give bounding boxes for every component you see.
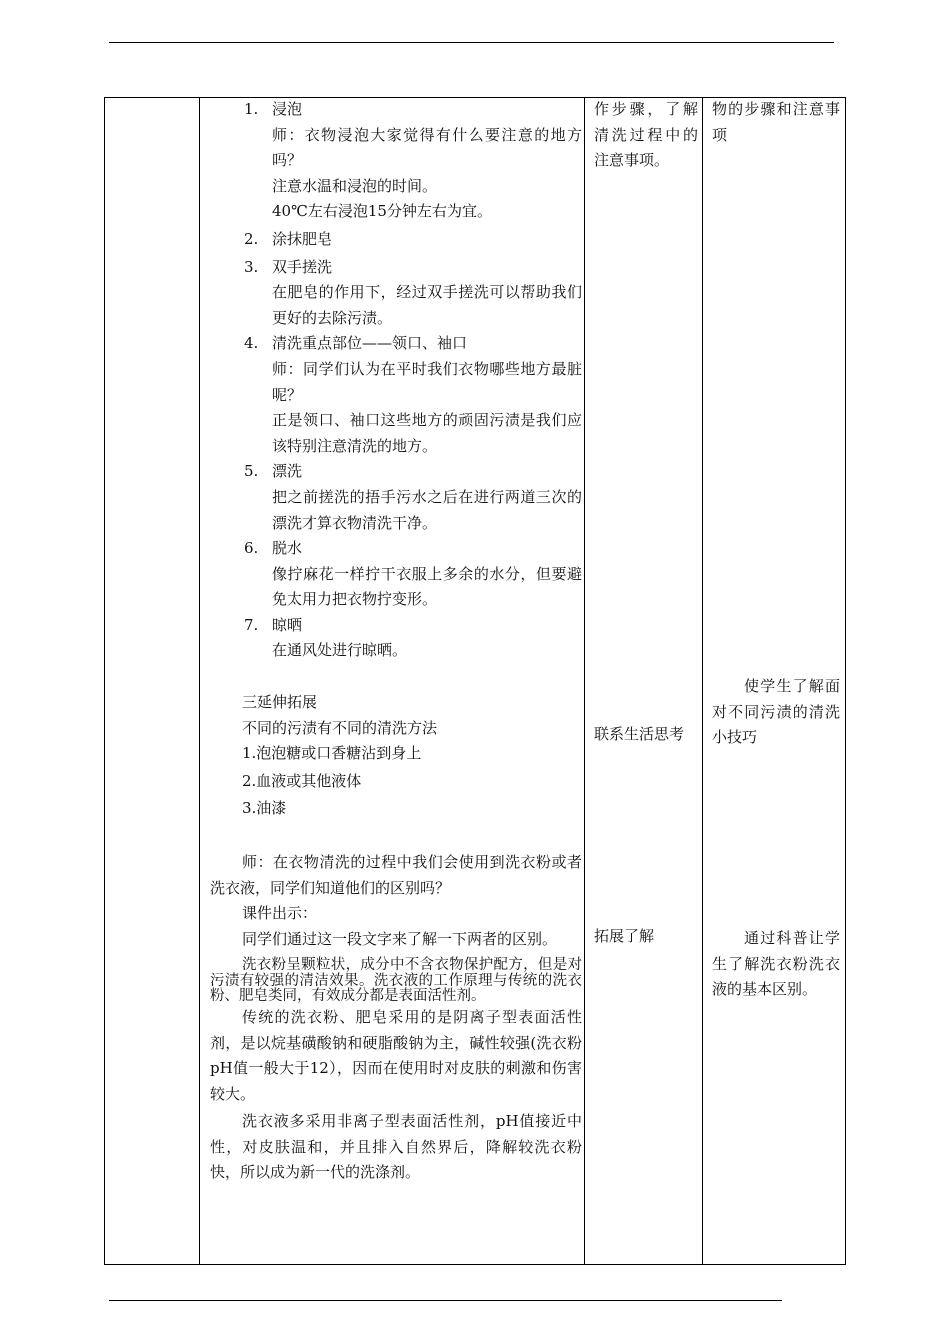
step-5 xyxy=(244,459,582,485)
extension-item: 3.油漆 xyxy=(242,799,287,818)
step-detail: 注意水温和浸泡的时间。 xyxy=(272,176,438,195)
step-detail: 在肥皂的作用下，经过双手搓洗可以帮助我们更好的去除污渍。 xyxy=(272,283,582,327)
intent-middle: 使学生了解面对不同污渍的清洗小技巧 xyxy=(712,677,840,747)
activity-top: 作步骤，了解清洗过程中的注意事项。 xyxy=(594,100,698,170)
step-title: 清洗重点部位——领口、袖口 xyxy=(272,334,468,353)
step-title: 涂抹肥皂 xyxy=(272,229,333,248)
extension-intro: 不同的污渍有不同的清洗方法 xyxy=(242,718,438,737)
design-intent-column xyxy=(712,97,840,1257)
activity-middle: 联系生活思考 xyxy=(594,725,685,743)
courseware-label: 课件出示： xyxy=(242,904,318,923)
extension-item: 2.血液或其他液体 xyxy=(242,771,362,790)
step-number: 1. xyxy=(244,100,259,118)
reading-prompt: 同学们通过这一段文字来了解一下两者的区别。 xyxy=(242,929,558,948)
discussion-question: 师：在衣物清洗的过程中我们会使用到洗衣粉或者洗衣液，同学们知道他们的区别吗？ xyxy=(210,853,582,897)
step-title: 双手搓洗 xyxy=(272,257,333,276)
step-number: 2. xyxy=(244,229,259,248)
intent-bottom: 通过科普让学生了解洗衣粉洗衣液的基本区别。 xyxy=(712,929,840,999)
teaching-process-column xyxy=(210,97,582,1257)
step-6 xyxy=(244,536,582,562)
step-title: 脱水 xyxy=(272,539,303,558)
intent-top: 物的步骤和注意事项 xyxy=(712,100,840,144)
step-number: 3. xyxy=(244,257,259,276)
step-4 xyxy=(244,331,582,357)
column-divider-1 xyxy=(199,97,200,1265)
student-activity-column xyxy=(594,97,698,1257)
step-detail: 师：同学们认为在平时我们衣物哪些地方最脏呢？ xyxy=(272,359,582,404)
step-detail: 师：衣物浸泡大家觉得有什么要注意的地方吗？ xyxy=(272,125,582,170)
step-number: 6. xyxy=(244,539,259,558)
step-7 xyxy=(244,613,582,639)
step-3 xyxy=(244,255,582,281)
step-detail: 40℃左右浸泡15分钟左右为宜。 xyxy=(272,202,492,221)
step-number: 4. xyxy=(244,334,259,353)
liquid-detergent-paragraph: 洗衣液多采用非离子型表面活性剂，pH值接近中性，对皮肤温和，并且排入自然界后，降解较洗衣粉快，所以成为新一代的洗涤剂。 xyxy=(210,1112,582,1182)
step-1 xyxy=(244,97,582,123)
column-divider-2 xyxy=(584,97,585,1265)
step-detail: 像拧麻花一样拧干衣服上多余的水分，但要避免太用力把衣物拧变形。 xyxy=(272,564,582,609)
step-detail: 正是领口、袖口这些地方的顽固污渍是我们应该特别注意清洗的地方。 xyxy=(272,411,582,455)
extension-item: 1.泡泡糖或口香糖沾到身上 xyxy=(242,744,422,763)
traditional-detergent-paragraph: 传统的洗衣粉、肥皂采用的是阴离子型表面活性剂，是以烷基磺酸钠和硬脂酸钠为主，碱性较强(洗衣粉pH值一般大于12），因而在使用时对皮肤的刺激和伤害较大。 xyxy=(210,1007,582,1103)
footer-rule xyxy=(109,1300,782,1301)
step-title: 晾晒 xyxy=(272,615,303,634)
step-detail: 把之前搓洗的捂手污水之后在进行两道三次的漂洗才算衣物清洗干净。 xyxy=(272,487,582,532)
column-divider-3 xyxy=(702,97,703,1265)
step-2 xyxy=(244,227,582,253)
step-number: 7. xyxy=(244,615,259,634)
step-title: 浸泡 xyxy=(272,100,303,118)
header-rule xyxy=(109,42,834,43)
activity-bottom: 拓展了解 xyxy=(594,927,655,945)
step-number: 5. xyxy=(244,462,259,481)
step-detail: 在通风处进行晾晒。 xyxy=(272,641,408,660)
extension-heading: 三延伸拓展 xyxy=(242,693,318,712)
step-title: 漂洗 xyxy=(272,462,303,481)
powder-description: 洗衣粉呈颗粒状，成分中不含衣物保护配方，但是对污渍有较强的清洁效果。洗衣液的工作原理与传统的洗衣粉、肥皂类同，有效成分都是表面活性剂。 xyxy=(210,957,582,1005)
